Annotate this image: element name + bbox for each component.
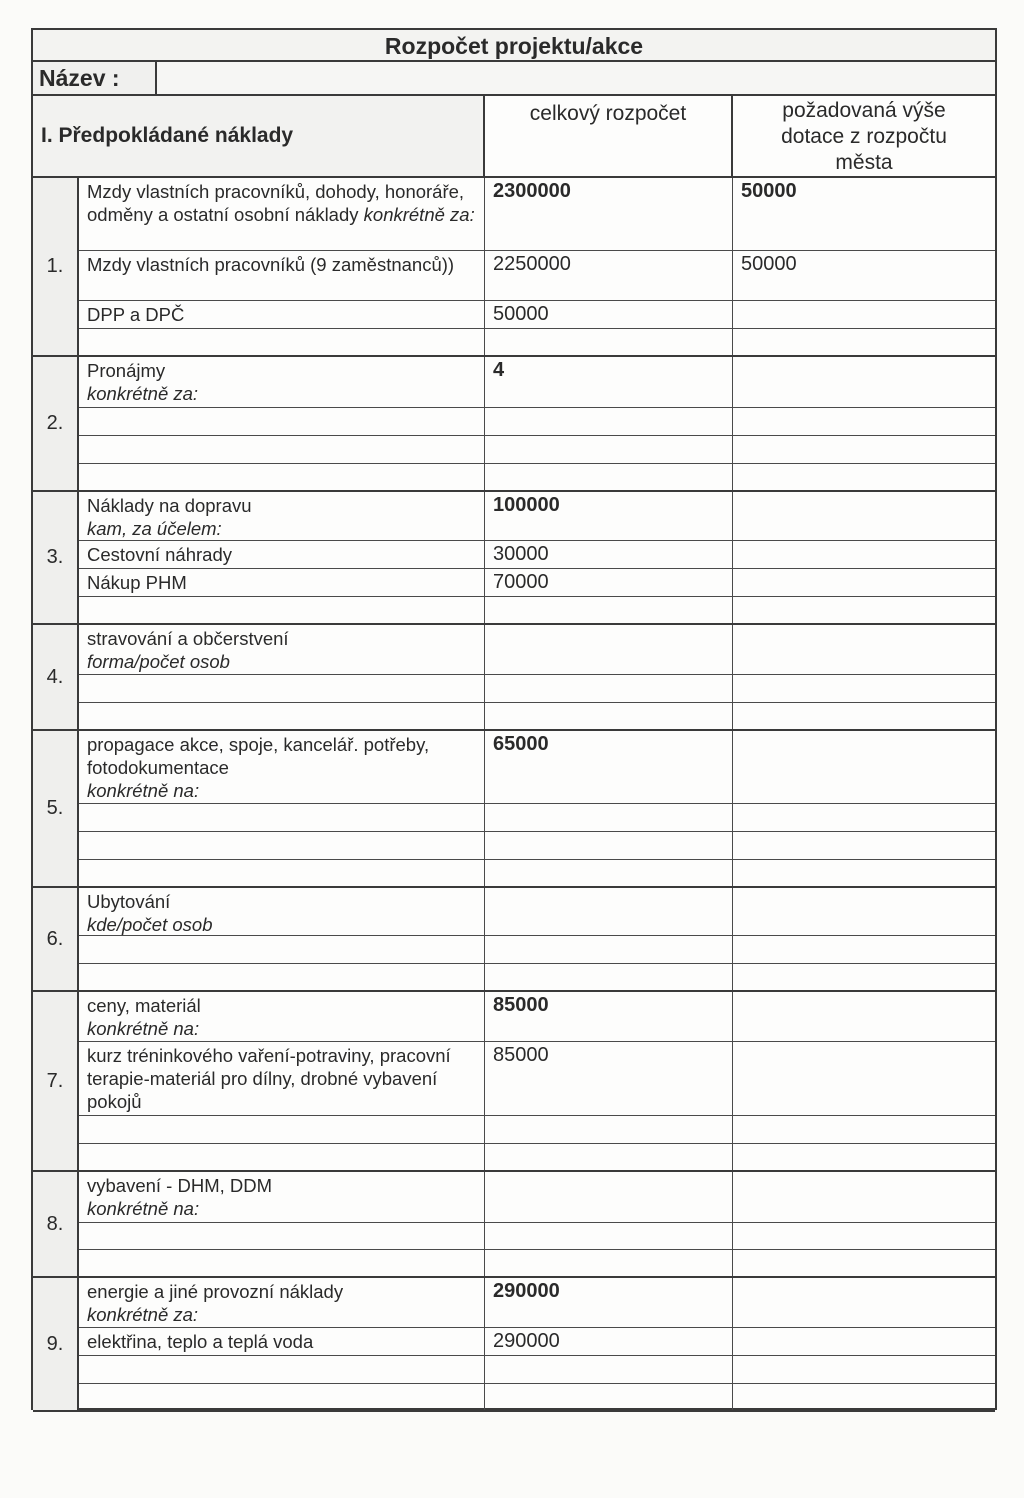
cost-specification-hint: konkrétně na:: [87, 1018, 200, 1039]
row-number: 4.: [33, 625, 79, 731]
row-number: 9.: [33, 1278, 79, 1412]
cost-line: [79, 357, 995, 408]
cost-description: [79, 1116, 485, 1143]
requested-grant-value: [733, 436, 995, 465]
total-budget-value: [485, 329, 733, 355]
row-number: 5.: [33, 731, 79, 888]
cost-description-text: ceny, materiál: [87, 995, 201, 1016]
cost-description: [79, 1356, 485, 1383]
total-budget-value: 100000: [485, 492, 733, 540]
requested-grant-value: [733, 1356, 995, 1385]
cost-description: [79, 1042, 485, 1115]
requested-grant-value: [733, 964, 995, 992]
cost-line: [79, 492, 995, 541]
cost-description-text: Mzdy vlastních pracovníků, dohody, honoráře, odměny a ostatní osobní náklady: [87, 181, 465, 225]
requested-grant-value: [733, 1042, 995, 1117]
requested-grant-value: [733, 541, 995, 570]
total-budget-value: 290000: [485, 1328, 733, 1355]
cost-description-text: elektřina, teplo a teplá voda: [87, 1331, 314, 1352]
cost-description: [79, 992, 485, 1041]
cost-description-text: energie a jiné provozní náklady: [87, 1281, 344, 1302]
form-title: Rozpočet projektu/akce: [33, 30, 995, 62]
total-budget-value: 2300000: [485, 178, 733, 250]
cost-line: [79, 703, 995, 731]
row-number: 8.: [33, 1172, 79, 1278]
requested-grant-value: [733, 357, 995, 409]
requested-grant-value: [733, 1278, 995, 1329]
total-budget-value: 65000: [485, 731, 733, 803]
cost-line: [79, 1116, 995, 1144]
cost-line: [79, 1356, 995, 1384]
requested-grant-value: [733, 860, 995, 888]
cost-description: [79, 408, 485, 435]
cost-specification-hint: kam, za účelem:: [87, 518, 222, 539]
cost-line: [79, 597, 995, 625]
cost-specification-hint: konkrétně za:: [87, 383, 199, 404]
requested-grant-value: [733, 1172, 995, 1224]
total-budget-value: [485, 1384, 733, 1410]
cost-description-text: DPP a DPČ: [87, 304, 185, 325]
requested-grant-value: [733, 597, 995, 625]
total-budget-value: [485, 625, 733, 674]
requested-grant-value: [733, 804, 995, 833]
cost-description: [79, 731, 485, 803]
cost-description: [79, 964, 485, 990]
cost-description: [79, 832, 485, 859]
cost-description: [79, 597, 485, 623]
cost-line: [79, 860, 995, 888]
row-number: 2.: [33, 357, 79, 492]
cost-specification-hint: konkrétně na:: [87, 1198, 200, 1219]
cost-description: [79, 936, 485, 963]
cost-line: [79, 1042, 995, 1116]
cost-description: [79, 1223, 485, 1249]
cost-line: [79, 464, 995, 492]
total-budget-value: [485, 436, 733, 463]
cost-line: [79, 964, 995, 992]
total-budget-value: [485, 1172, 733, 1222]
total-budget-value: [485, 888, 733, 935]
cost-line: [79, 541, 995, 569]
requested-grant-value: [733, 569, 995, 598]
total-budget-value: [485, 832, 733, 859]
cost-specification-hint: konkrétně za:: [363, 204, 475, 225]
cost-description: [79, 492, 485, 540]
cost-line: [79, 1278, 995, 1328]
row-number: 7.: [33, 992, 79, 1172]
cost-specification-hint: konkrétně na:: [87, 780, 200, 801]
total-budget-value: [485, 1223, 733, 1249]
name-value: [157, 62, 995, 94]
cost-description-text: Nákup PHM: [87, 572, 187, 593]
section-title: I. Předpokládané náklady: [41, 124, 294, 147]
requested-grant-value: [733, 1384, 995, 1412]
cost-line: [79, 329, 995, 357]
cost-line: [79, 625, 995, 675]
requested-grant-value: [733, 992, 995, 1043]
cost-description-text: propagace akce, spoje, kancelář. potřeby, fotodokumentace: [87, 734, 430, 778]
cost-description-text: Pronájmy: [87, 360, 166, 381]
row-number: 1.: [33, 178, 79, 357]
cost-description-text: stravování a občerstvení: [87, 628, 289, 649]
cost-description: [79, 436, 485, 463]
cost-line: [79, 675, 995, 703]
total-budget-value: [485, 964, 733, 990]
requested-grant-value: [733, 703, 995, 731]
cost-description: [79, 625, 485, 674]
cost-description: [79, 178, 485, 250]
cost-line: [79, 731, 995, 804]
requested-grant-value: [733, 464, 995, 492]
total-budget-value: [485, 804, 733, 831]
cost-description-text: Cestovní náhrady: [87, 544, 233, 565]
cost-line: [79, 992, 995, 1042]
cost-description: [79, 1172, 485, 1222]
cost-specification-hint: forma/počet osob: [87, 651, 230, 672]
requested-grant-value: 50000: [741, 253, 797, 275]
cost-description: [79, 703, 485, 729]
requested-grant-value: [733, 1250, 995, 1278]
cost-line: [79, 1223, 995, 1250]
row-number: 3.: [33, 492, 79, 625]
cost-specification-hint: kde/počet osob: [87, 914, 213, 935]
requested-grant-value: [733, 832, 995, 861]
column-header-grant: požadovaná výše dotace z rozpočtu města: [733, 96, 995, 178]
cost-line: [79, 1328, 995, 1356]
cost-description: [79, 804, 485, 831]
total-budget-value: [485, 464, 733, 490]
cost-description: [79, 301, 485, 328]
total-budget-value: 30000: [485, 541, 733, 568]
cost-description: [79, 675, 485, 702]
name-row: [33, 62, 995, 96]
total-budget-value: [485, 675, 733, 702]
cost-line: [79, 251, 995, 301]
cost-description-text: vybavení - DHM, DDM: [87, 1175, 273, 1196]
cost-description: [79, 569, 485, 596]
requested-grant-value: 50000: [741, 180, 797, 202]
requested-grant-value: [733, 888, 995, 937]
cost-description: [79, 1144, 485, 1170]
requested-grant-value: [733, 625, 995, 676]
cost-line: [79, 888, 995, 936]
cost-specification-hint: konkrétně za:: [87, 1304, 199, 1325]
total-budget-value: 70000: [485, 569, 733, 596]
row-number: 6.: [33, 888, 79, 992]
cost-line: [79, 1144, 995, 1172]
requested-grant-value: [733, 408, 995, 437]
name-label: Název :: [33, 62, 157, 94]
cost-description: [79, 1278, 485, 1327]
cost-description-text: Ubytování: [87, 891, 171, 912]
cost-description: [79, 464, 485, 490]
total-budget-value: 85000: [485, 1042, 733, 1115]
cost-line: [79, 301, 995, 329]
total-budget-value: 290000: [485, 1278, 733, 1327]
cost-line: [79, 1384, 995, 1412]
requested-grant-value: [733, 1223, 995, 1251]
total-budget-value: [485, 703, 733, 729]
cost-line: [79, 436, 995, 464]
column-header-total: celkový rozpočet: [485, 96, 733, 178]
requested-grant-value: [733, 731, 995, 805]
cost-line: [79, 178, 995, 251]
total-budget-value: [485, 1116, 733, 1143]
total-budget-value: 2250000: [485, 251, 733, 300]
total-budget-value: 50000: [485, 301, 733, 328]
cost-description: [79, 1250, 485, 1276]
total-budget-value: [485, 408, 733, 435]
cost-description-text: Mzdy vlastních pracovníků (9 zaměstnanců)): [87, 254, 455, 275]
requested-grant-value: [733, 329, 995, 357]
cost-line: [79, 936, 995, 964]
total-budget-value: [485, 936, 733, 963]
cost-line: [79, 832, 995, 860]
section-header-cell: [33, 96, 485, 178]
cost-description: [79, 329, 485, 355]
cost-description: [79, 860, 485, 886]
requested-grant-value: [733, 492, 995, 542]
total-budget-value: [485, 1356, 733, 1383]
cost-description: [79, 251, 485, 300]
requested-grant-value: [733, 675, 995, 704]
cost-description: [79, 1328, 485, 1355]
total-budget-value: [485, 597, 733, 623]
budget-form: [31, 28, 997, 1410]
cost-line: [79, 804, 995, 832]
total-budget-value: 85000: [485, 992, 733, 1041]
requested-grant-value: [733, 1144, 995, 1172]
cost-description: [79, 357, 485, 407]
cost-line: [79, 1250, 995, 1278]
total-budget-value: [485, 860, 733, 886]
cost-description: [79, 541, 485, 568]
total-budget-value: 4: [485, 357, 733, 407]
cost-description-text: kurz tréninkového vaření-potraviny, pracovní terapie-materiál pro dílny, drobné vybavení pokojů: [87, 1045, 451, 1112]
requested-grant-value: [733, 301, 995, 330]
cost-line: [79, 569, 995, 597]
requested-grant-value: [733, 1328, 995, 1357]
requested-grant-value: [733, 1116, 995, 1145]
cost-description: [79, 1384, 485, 1410]
cost-line: [79, 408, 995, 436]
cost-description-text: Náklady na dopravu: [87, 495, 252, 516]
cost-description: [79, 888, 485, 935]
cost-line: [79, 1172, 995, 1223]
requested-grant-value: [733, 936, 995, 965]
total-budget-value: [485, 1250, 733, 1276]
total-budget-value: [485, 1144, 733, 1170]
